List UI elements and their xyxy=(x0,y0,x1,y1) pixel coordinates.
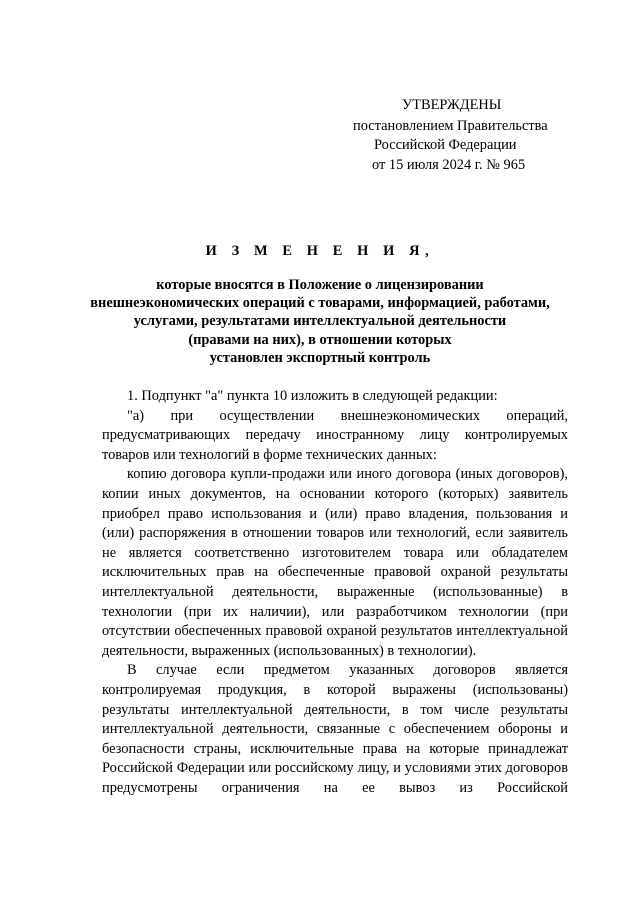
document-heading xyxy=(60,243,580,367)
paragraph-2: "а) при осуществлении внешнеэкономических операций, предусматривающих передачу иностранному лицу контролируемых товаров или технологий в форме технических данных: xyxy=(102,407,568,463)
heading-subtitle-line-5: установлен экспортный контроль xyxy=(209,349,431,366)
approval-title: УТВЕРЖДЕНЫ xyxy=(402,97,502,113)
paragraph-3: копию договора купли-продажи или иного договора (иных договоров), копии иных документов, на основании которого (которых) заявитель приобрел право использования и (или) право владения, пользования и (или) распоряжения в отношении товаров или технологий, если заявитель не является соответственно изготовителем товара или обладателем исключительных прав на обеспеченные правовой охраной результаты интеллектуальной деятельности, выраженные (использованные) в технологии (при их наличии), или разработчиком технологии (при отсутствии обеспеченных правовой охраной результатов интеллектуальной деятельности, выраженных (использованных) в технологии). xyxy=(102,466,568,659)
paragraph-1: 1. Подпункт "а" пункта 10 изложить в следующей редакции: xyxy=(127,388,498,404)
heading-title: И З М Е Н Е Н И Я, xyxy=(205,243,435,259)
heading-subtitle-line-2: внешнеэкономических операций с товарами, информацией, работами, xyxy=(90,295,550,312)
approval-line-3: от 15 июля 2024 г. № 965 xyxy=(372,156,526,173)
heading-subtitle-line-3: услугами, результатами интеллектуальной деятельности xyxy=(133,313,507,330)
approval-block xyxy=(340,96,580,175)
heading-subtitle-line-1: которые вносятся в Положение о лицензировании xyxy=(156,277,484,293)
approval-line-2: Российской Федерации xyxy=(374,137,517,153)
document-body xyxy=(102,387,568,798)
approval-line-1: постановлением Правительства xyxy=(353,117,548,134)
paragraph-4: В случае если предметом указанных договоров является контролируемая продукция, в которой выражены (использованы) результаты интеллектуальной деятельности, в том числе результаты интеллектуальной деятельности, связанные с обеспечением обороны и безопасности страны, исключительные права на которые принадлежат Российской Федерации или российскому лицу, и условиями этих договоров предусмотрены ограничения на ее вывоз из Российской xyxy=(102,662,568,796)
heading-subtitle-line-4: (правами на них), в отношении которых xyxy=(188,331,452,348)
